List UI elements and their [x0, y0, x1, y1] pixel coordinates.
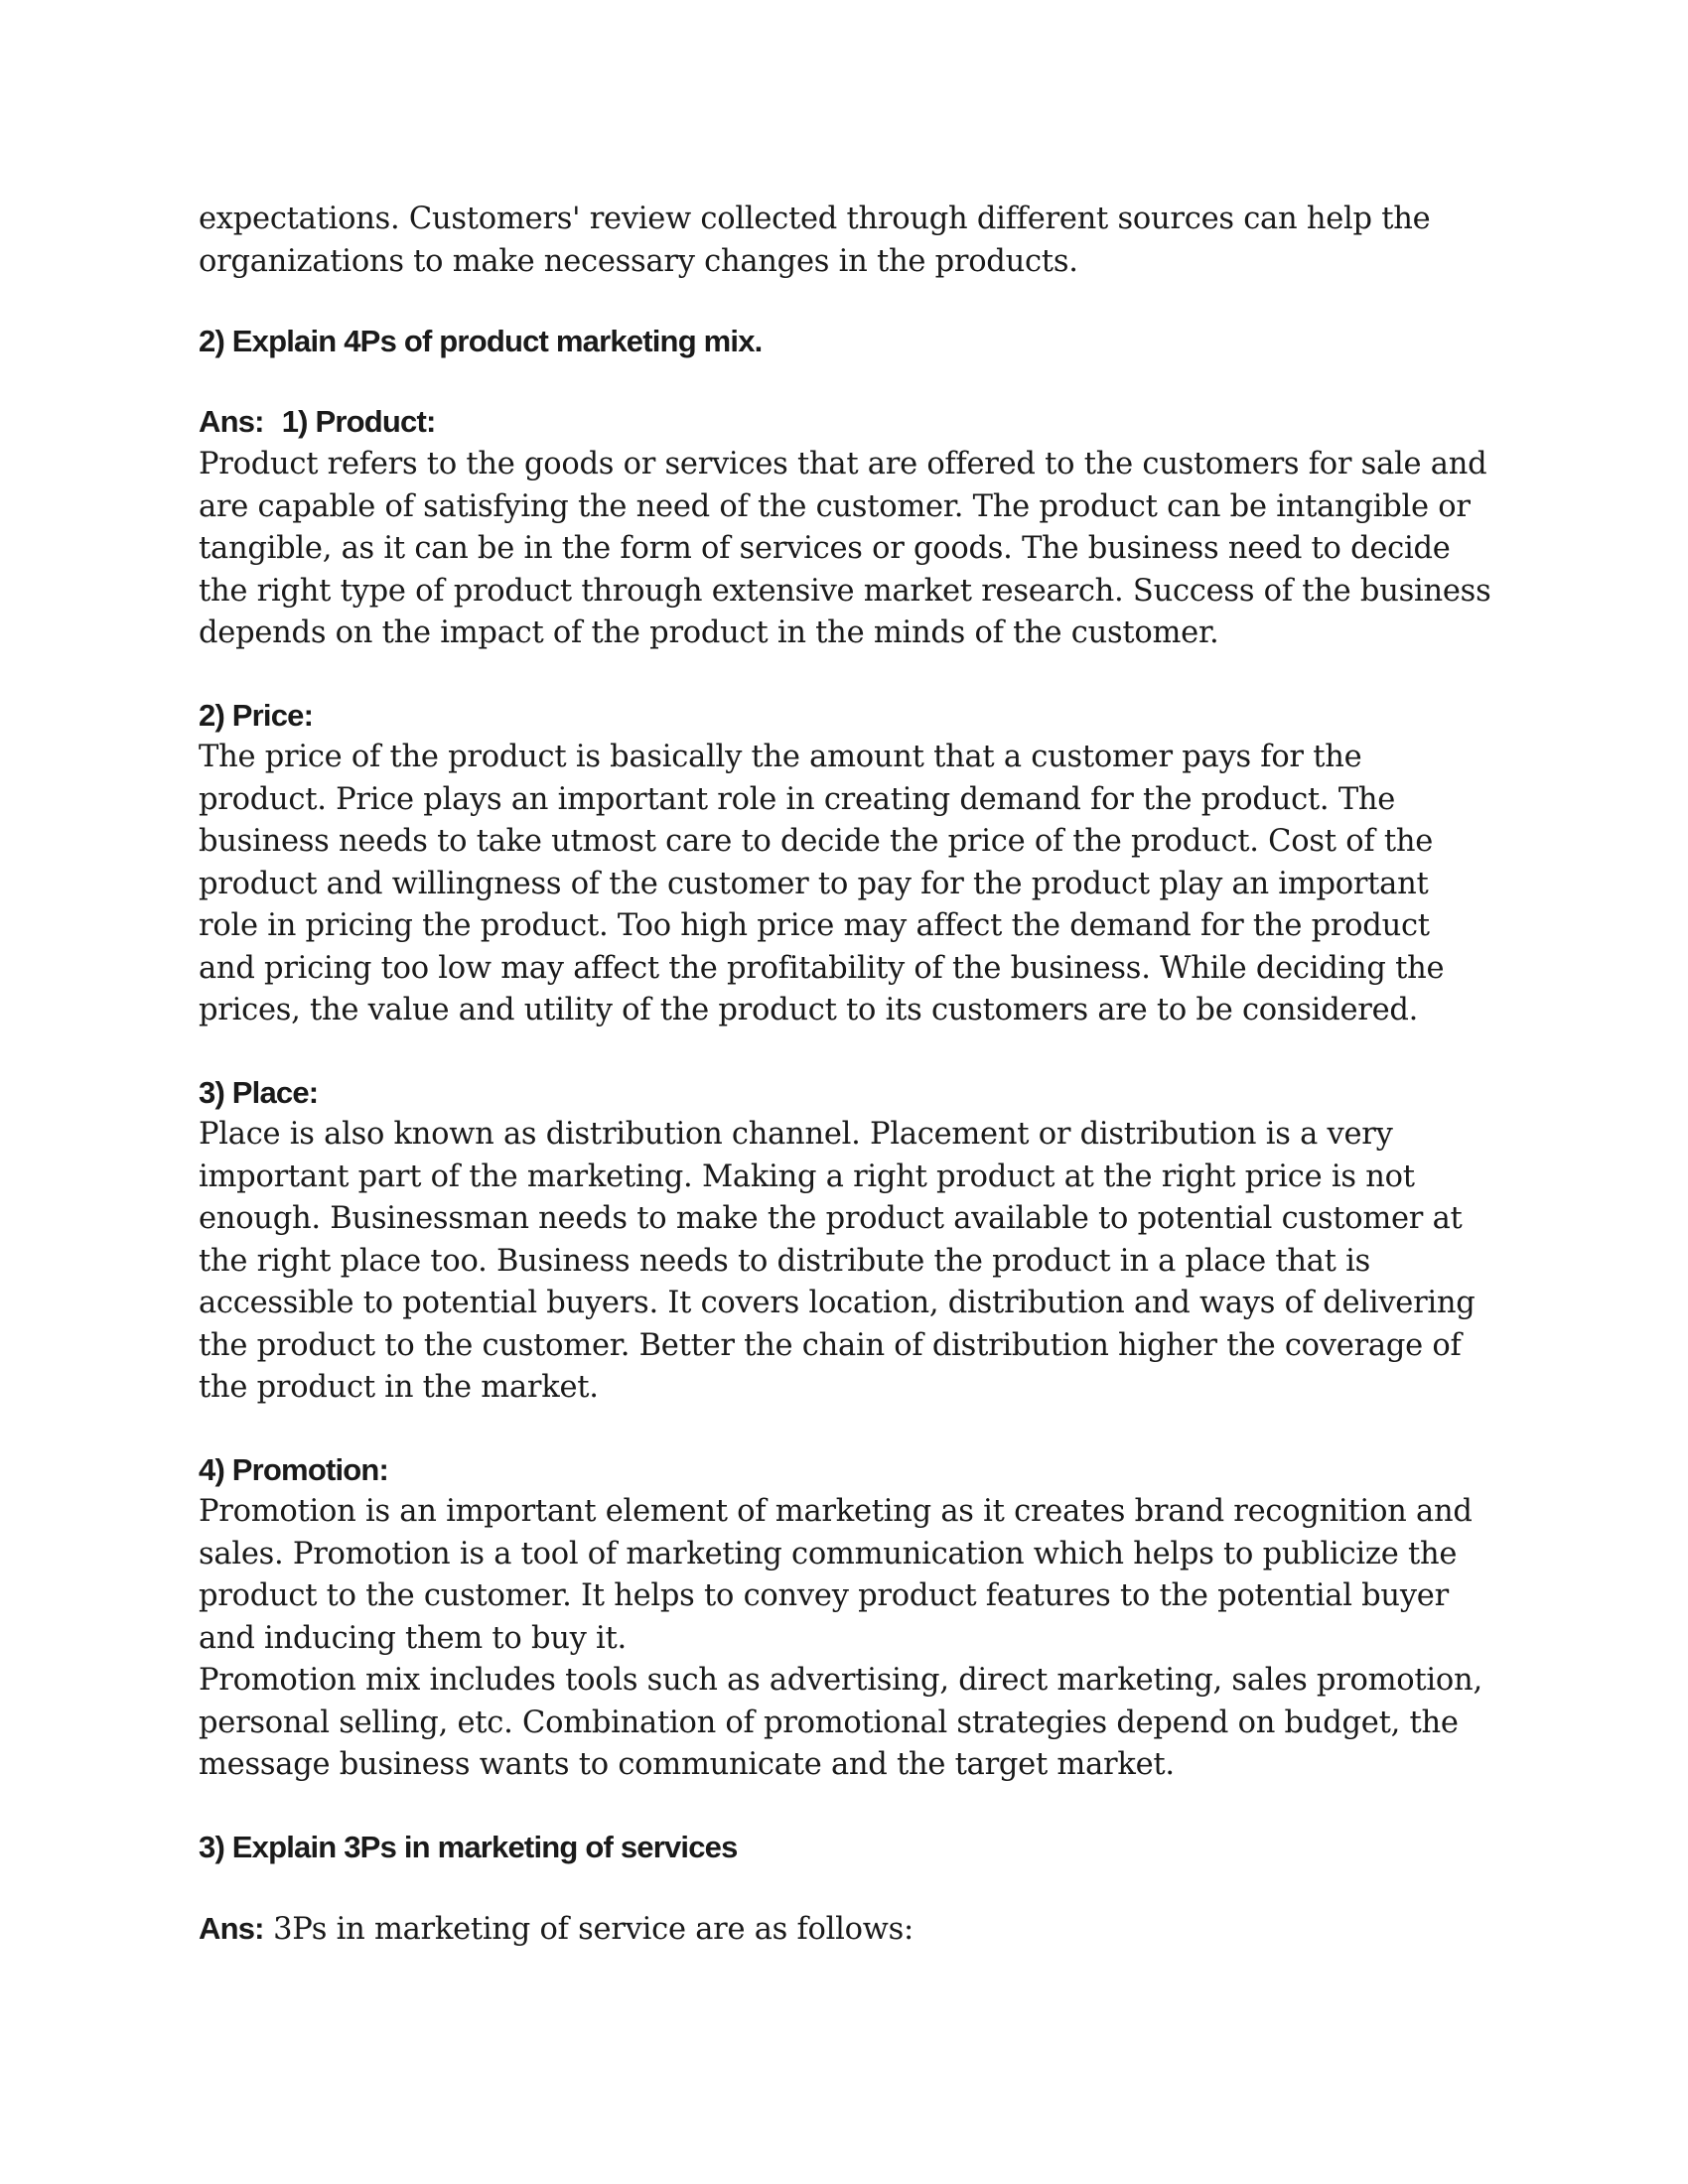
text-line: are capable of satisfying the need of the customer. The product can be intangible or	[199, 488, 1471, 524]
text-line: product and willingness of the customer to pay for the product play an important	[199, 866, 1429, 901]
text-line: Promotion is an important element of marketing as it creates brand recognition and	[199, 1494, 1473, 1529]
answer-text: 3Ps in marketing of service are as follows:	[273, 1912, 914, 1947]
product-heading-line	[199, 401, 1509, 445]
text-line: Promotion mix includes tools such as advertising, direct marketing, sales promotion,	[199, 1663, 1482, 1698]
text-line: the right place too. Business needs to distribute the product in a place that is	[199, 1243, 1371, 1279]
question-2-heading: 2) Explain 4Ps of product marketing mix.	[199, 324, 763, 358]
text-line: prices, the value and utility of the product to its customers are to be considered.	[199, 993, 1419, 1027]
text-line: and pricing too low may affect the profitability of the business. While deciding the	[199, 950, 1445, 986]
text-line: product. Price plays an important role in creating demand for the product. The	[199, 781, 1396, 817]
document-page	[199, 199, 1509, 1952]
text-line: depends on the impact of the product in the minds of the customer.	[199, 615, 1219, 650]
text-line: organizations to make necessary changes in the products.	[199, 243, 1078, 279]
promotion-paragraph	[199, 1491, 1509, 1787]
promotion-heading: 4) Promotion:	[199, 1451, 389, 1487]
text-line: accessible to potential buyers. It covers location, distribution and ways of delivering	[199, 1286, 1476, 1320]
answer-label: Ans:	[199, 1911, 264, 1946]
answer-label: Ans:	[199, 403, 264, 439]
text-line: role in pricing the product. Too high price may affect the demand for the product	[199, 908, 1430, 943]
place-paragraph	[199, 1114, 1509, 1410]
intro-paragraph	[199, 199, 1509, 283]
text-line: tangible, as it can be in the form of services or goods. The business need to decide	[199, 531, 1451, 566]
text-line: the right type of product through extensive market research. Success of the business	[199, 573, 1491, 609]
product-heading: 1) Product:	[281, 403, 436, 439]
text-line: the product in the market.	[199, 1370, 599, 1405]
text-line: personal selling, etc. Combination of promotional strategies depend on budget, the	[199, 1705, 1459, 1740]
question-3-answer-line	[199, 1908, 1509, 1952]
text-line: product to the customer. It helps to convey product features to the potential buyer	[199, 1578, 1449, 1613]
place-heading: 3) Place:	[199, 1074, 319, 1110]
product-paragraph	[199, 444, 1509, 655]
text-line: expectations. Customers' review collected through different sources can help the	[199, 202, 1431, 236]
price-paragraph	[199, 737, 1509, 1032]
text-line: enough. Businessman needs to make the product available to potential customer at	[199, 1201, 1463, 1236]
text-line: message business wants to communicate and the target market.	[199, 1747, 1175, 1782]
text-line: The price of the product is basically the amount that a customer pays for the	[199, 740, 1362, 774]
text-line: business needs to take utmost care to decide the price of the product. Cost of the	[199, 824, 1434, 859]
text-line: Place is also known as distribution channel. Placement or distribution is a very	[199, 1117, 1393, 1152]
text-line: sales. Promotion is a tool of marketing communication which helps to publicize the	[199, 1536, 1458, 1571]
price-heading: 2) Price:	[199, 697, 314, 733]
question-3-heading: 3) Explain 3Ps in marketing of services	[199, 1829, 738, 1864]
text-line: and inducing them to buy it.	[199, 1620, 627, 1656]
text-line: important part of the marketing. Making a right product at the right price is not	[199, 1159, 1415, 1194]
text-line: Product refers to the goods or services that are offered to the customers for sale and	[199, 447, 1487, 481]
text-line: the product to the customer. Better the chain of distribution higher the coverage of	[199, 1327, 1462, 1363]
